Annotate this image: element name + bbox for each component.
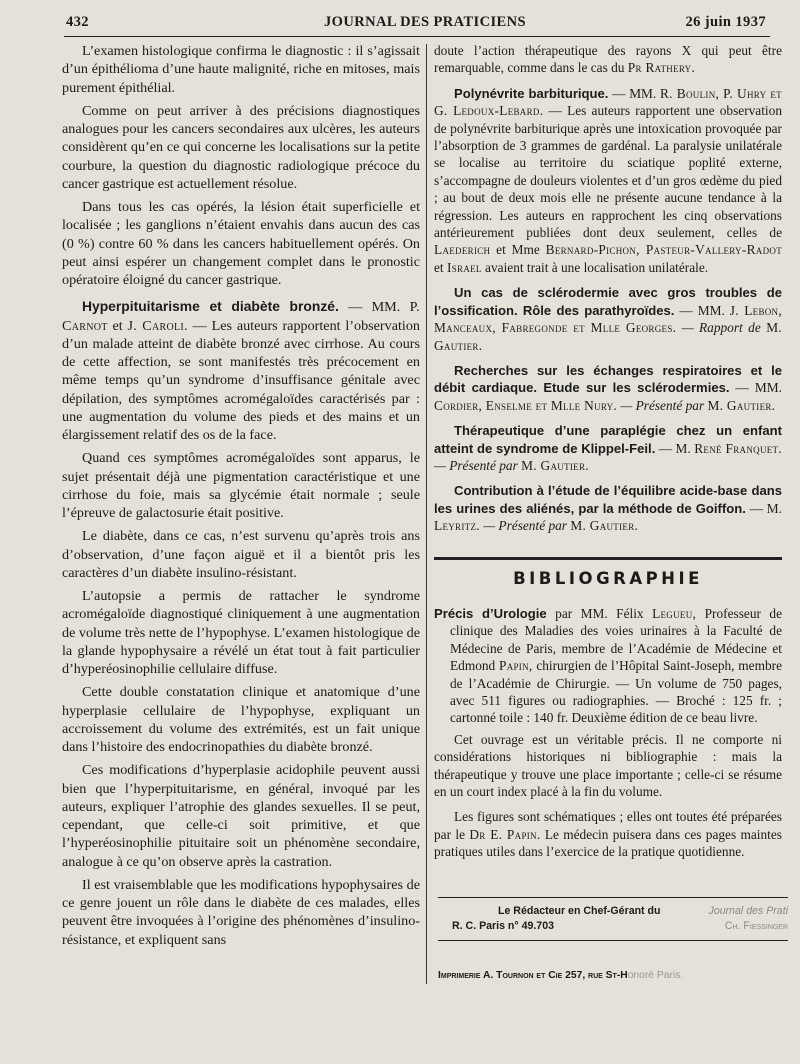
text: — Les auteurs rapportent l’observation d’un malade atteint de diabète bronzé avec cirrhose. Au cours de cette affection, se sont manifestés très précocement en même temps qu’un syndrome d’insuffisance génitale avec dépilation, des symptômes acromégaloïdes caractérisés par : une augmentation du volume des pieds et des mains et un élargissement relatif des os de la face. <box>62 317 420 443</box>
footer-rule <box>438 940 788 941</box>
text: chirurgien de l’Hôpital Saint-Joseph, membre de l’Académie de Chirurgie. — Un volume de 750 pages, avec 511 figures ou radiographies. — Broché : 125 fr. ; cartonné toile : 140 fr. Deuxième édition de ce beau livre. <box>450 658 782 726</box>
text: — MM. <box>674 302 730 318</box>
text: R. C. Paris n° 49.703 <box>452 920 554 932</box>
paragraph: Dans tous les cas opérés, la lésion était superficielle et localisée ; les ganglions n’étaient envahis dans aucun des cas (0 %) contre 60 % dans les cancers habituellement opérés. On peut ainsi espérer un changement complet dans le pronostic opératoire éloigné du cancer gastrique. <box>62 199 420 288</box>
text: avaient trait à une localisation unilatérale. <box>481 259 709 275</box>
paragraph: Cet ouvrage est un véritable précis. Il ne comporte ni considérations historiques ni bibliographie : mais la thérapeutique y trouve une place importante ; celle-ci se résume en un court index placé à la fin du volume. <box>434 731 782 800</box>
text: et <box>107 317 128 334</box>
running-header <box>66 14 766 34</box>
text: — MM. <box>729 380 782 396</box>
author: M. Gautier. <box>521 457 589 473</box>
section-polynevrite <box>434 85 782 276</box>
author: Israel <box>446 259 482 275</box>
text: — Présenté par <box>434 457 522 473</box>
author: P. Carnot <box>62 299 420 334</box>
paragraph: Le diabète, dans ce cas, n’est survenu qu’après trois ans d’observation, d’une façon aiguë et il a bientôt pris les caractères d’un diabète insulino-résistant. <box>62 528 420 581</box>
section-echanges <box>434 362 782 414</box>
header-rule <box>64 36 770 37</box>
author: Dr E. Papin. <box>469 826 541 842</box>
book-entry <box>434 605 782 727</box>
section-paraplegie <box>434 422 782 474</box>
text: Imprimerie A. Tournon et Cie 257, rue St-H <box>438 970 628 981</box>
paragraph <box>434 42 782 77</box>
text: — MM. <box>338 299 410 316</box>
section-sclerodermie <box>434 284 782 354</box>
text: — Les auteurs rapportent une observation de polynévrite barbiturique après une intoxication provoquée par l’absorption de 3 grammes de gardénal. La paralysie unilatérale se localise au territoire du sciatique poplité externe, s’accompagne de douleurs violentes et d’un gros œdème du pied ; au bout de deux mois elle ne présente aucune tendance à la régression. Les auteurs en rapprochent les cinq observations antérieurement publiées dont deux seulement, celles de <box>434 103 782 241</box>
text: Le médecin puisera dans ces pages maintes pratiques utiles dans l’exercice de la pratique quotidienne. <box>434 826 782 860</box>
paragraph: Comme on peut arriver à des précisions diagnostiques analogues pour les cancers secondaires aux ulcères, les auteurs considèrent qu’en ce qui concerne les localisations sur la petite courbure, la question du diagnostic radiologique précoce du cancer gastrique est actuellement résolue. <box>62 102 420 192</box>
author: Cordier, Enselme et Mlle Nury. <box>434 397 618 413</box>
text: Le Rédacteur en Chef-Gérant du <box>498 905 661 917</box>
author: Papin, <box>498 658 533 674</box>
journal-title: JOURNAL DES PRATICIENS <box>324 14 526 30</box>
paragraph <box>434 808 782 860</box>
book-title: Précis d’Urologie <box>434 605 547 621</box>
paragraph: L’autopsie a permis de rattacher le syndrome acromégaloïde diagnostiqué cliniquement à une augmentation de volume très nette de l’hypophyse. L’examen histologique de la glande hypophysaire a révélé un état tout à fait particulier d’hyperéosinophilie cellulaire diffuse. <box>62 588 421 677</box>
paragraph: Il est vraisemblable que les modifications hypophysaires de ce genre jouent un rôle dans le diabète de ces malades, elles peuvent être invoquées à l’origine des phénomènes d’insulino-résistance, et expliquent sans <box>62 876 420 948</box>
author: R. Boulin, P. Uhry et G. Ledoux-Lebard. <box>434 85 782 119</box>
printer-line <box>438 970 788 981</box>
text: Les figures sont schématiques ; elles ont toutes été préparées par le <box>434 809 782 842</box>
section-title: Hyperpituitarisme et diabète bronzé. <box>82 298 339 315</box>
text: — Rapport de <box>676 320 767 336</box>
author: Pr Rathery. <box>627 60 696 76</box>
text: doute l’action thérapeutique des rayons X qui peut être remarquable, comme dans le cas du <box>434 43 782 76</box>
paragraph: Ces modifications d’hyperplasie acidophile peuvent aussi bien que l’hyperpituitarisme, en général, invoqué par les auteurs, expliquer l’atrophie des glandes sexuelles. Il se peut, cependant, que celle-ci soit primitive, et que l’hyperéosinophilie pituitaire soit un phénomène secondaire, analogue à ce qu’on observe après la castration. <box>62 762 420 870</box>
text: — M. <box>745 500 783 516</box>
text: Journal des Prati <box>708 905 788 917</box>
text: et Mme <box>490 242 546 258</box>
author: M. Gautier. <box>707 397 776 413</box>
author: Laederich <box>434 242 491 258</box>
text: Ch. Fiessinger <box>724 920 788 932</box>
section-title: Un cas de sclérodermie avec gros troubles de l’ossification. Rôle des parathyroïdes. <box>434 285 782 318</box>
right-column <box>434 42 782 869</box>
column-rule <box>426 44 427 984</box>
publication-footer <box>438 897 788 941</box>
paragraph: Cette double constatation clinique et anatomique d’une hyperplasie cellulaire de l’hypophyse, expliquant un accroissement du volume des extrémités, est un fait unique dans l’histoire des endocrinopathies du diabète bronzé. <box>62 684 420 755</box>
text: onoré Paris. <box>627 970 684 981</box>
author: Leyritz. <box>434 518 480 534</box>
author: M. Gautier. <box>570 518 639 534</box>
text: par MM. Félix <box>546 605 653 621</box>
section-title: Contribution à l’étude de l’équilibre acide-base dans les urines des aliénés, par la méthode de Goiffon. <box>434 483 782 516</box>
author: M. Gautier. <box>434 320 782 353</box>
author: Legueu, <box>652 605 697 621</box>
text: — Présenté par <box>617 397 708 413</box>
section-title: Thérapeutique d’une paraplégie chez un enfant atteint de syndrome de Klippel-Feil. <box>434 423 782 456</box>
bibliography-heading: BIBLIOGRAPHIE <box>434 557 782 587</box>
author: J. Caroli. <box>127 317 188 334</box>
text: Professeur de clinique des Maladies des voies urinaires à la Faculté de Médecine de Paris, membre de l’Académie de Médecine et Edmond <box>450 605 782 674</box>
registry-line <box>438 919 788 934</box>
page-number: 432 <box>66 14 89 30</box>
issue-date: 26 juin 1937 <box>685 14 766 30</box>
section-title: Recherches sur les échanges respiratoires et le débit cardiaque. Etude sur les sclérodermies. <box>434 362 782 396</box>
text: — M. <box>655 440 695 456</box>
paragraph: L’examen histologique confirma le diagnostic : il s’agissait d’un épithélioma d’une haute malignité, riche en mitoses, mais purement épithélial. <box>62 43 420 96</box>
text: — MM. <box>608 85 660 101</box>
section-hyperpituitarisme <box>62 297 420 444</box>
text: — Présenté par <box>479 518 571 534</box>
author: J. Lebon, Manceaux, Fabregonde et Mlle Georges. <box>434 302 782 336</box>
paragraph: Quand ces symptômes acromégaloïdes sont apparus, le sujet présentait déjà une pigmentation caractéristique et une cirrhose du foie, mais sa glycémie était normale ; seule l’épreuve de galactosurie était positive. <box>62 450 420 521</box>
editor-line <box>438 904 788 919</box>
section-equilibre <box>434 482 782 534</box>
author: Bernard-Pichon, Pasteur-Vallery-Radot <box>545 242 782 258</box>
left-column <box>62 42 420 954</box>
text: et <box>434 259 447 275</box>
section-title: Polynévrite barbiturique. <box>454 85 609 101</box>
author: René Franquet. <box>694 440 782 456</box>
